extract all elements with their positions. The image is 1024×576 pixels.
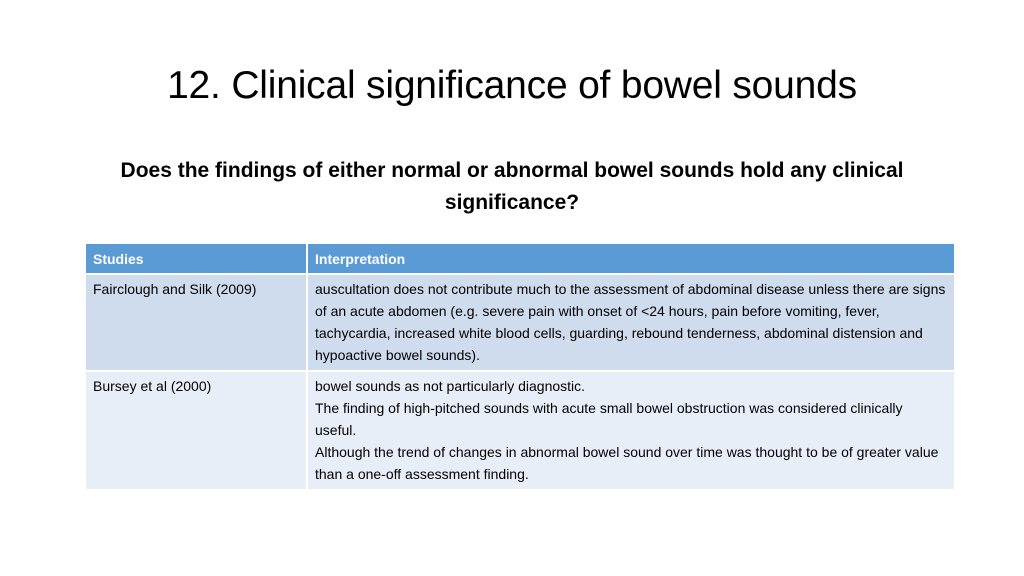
interpretation-cell [307, 371, 954, 490]
interpretation-line: Although the trend of changes in abnormal bowel sound over time was thought to be of greater value than a one-off assessment finding. [315, 444, 939, 482]
interpretation-line: The finding of high-pitched sounds with acute small bowel obstruction was considered clinically useful. [315, 400, 903, 438]
study-cell: Bursey et al (2000) [86, 371, 307, 490]
table-row [86, 371, 954, 490]
interpretation-cell: auscultation does not contribute much to the assessment of abdominal disease unless there are signs of an acute abdomen (e.g. severe pain with onset of <24 hours, pain before vomiting, fever, tachycardia, increased white blood cells, guarding, rebound tenderness, abdominal distension and hypoactive bowel sounds). [307, 274, 954, 371]
table-header-row [86, 244, 954, 274]
column-header-studies: Studies [86, 244, 307, 274]
study-cell: Fairclough and Silk (2009) [86, 274, 307, 371]
slide-question: Does the findings of either normal or abnormal bowel sounds hold any clinical significance? [120, 159, 904, 214]
slide-title: 12. Clinical significance of bowel sounds [167, 64, 857, 107]
column-header-interpretation: Interpretation [307, 244, 954, 274]
studies-table [86, 244, 954, 491]
interpretation-line: bowel sounds as not particularly diagnostic. [315, 378, 586, 394]
table-row [86, 274, 954, 371]
